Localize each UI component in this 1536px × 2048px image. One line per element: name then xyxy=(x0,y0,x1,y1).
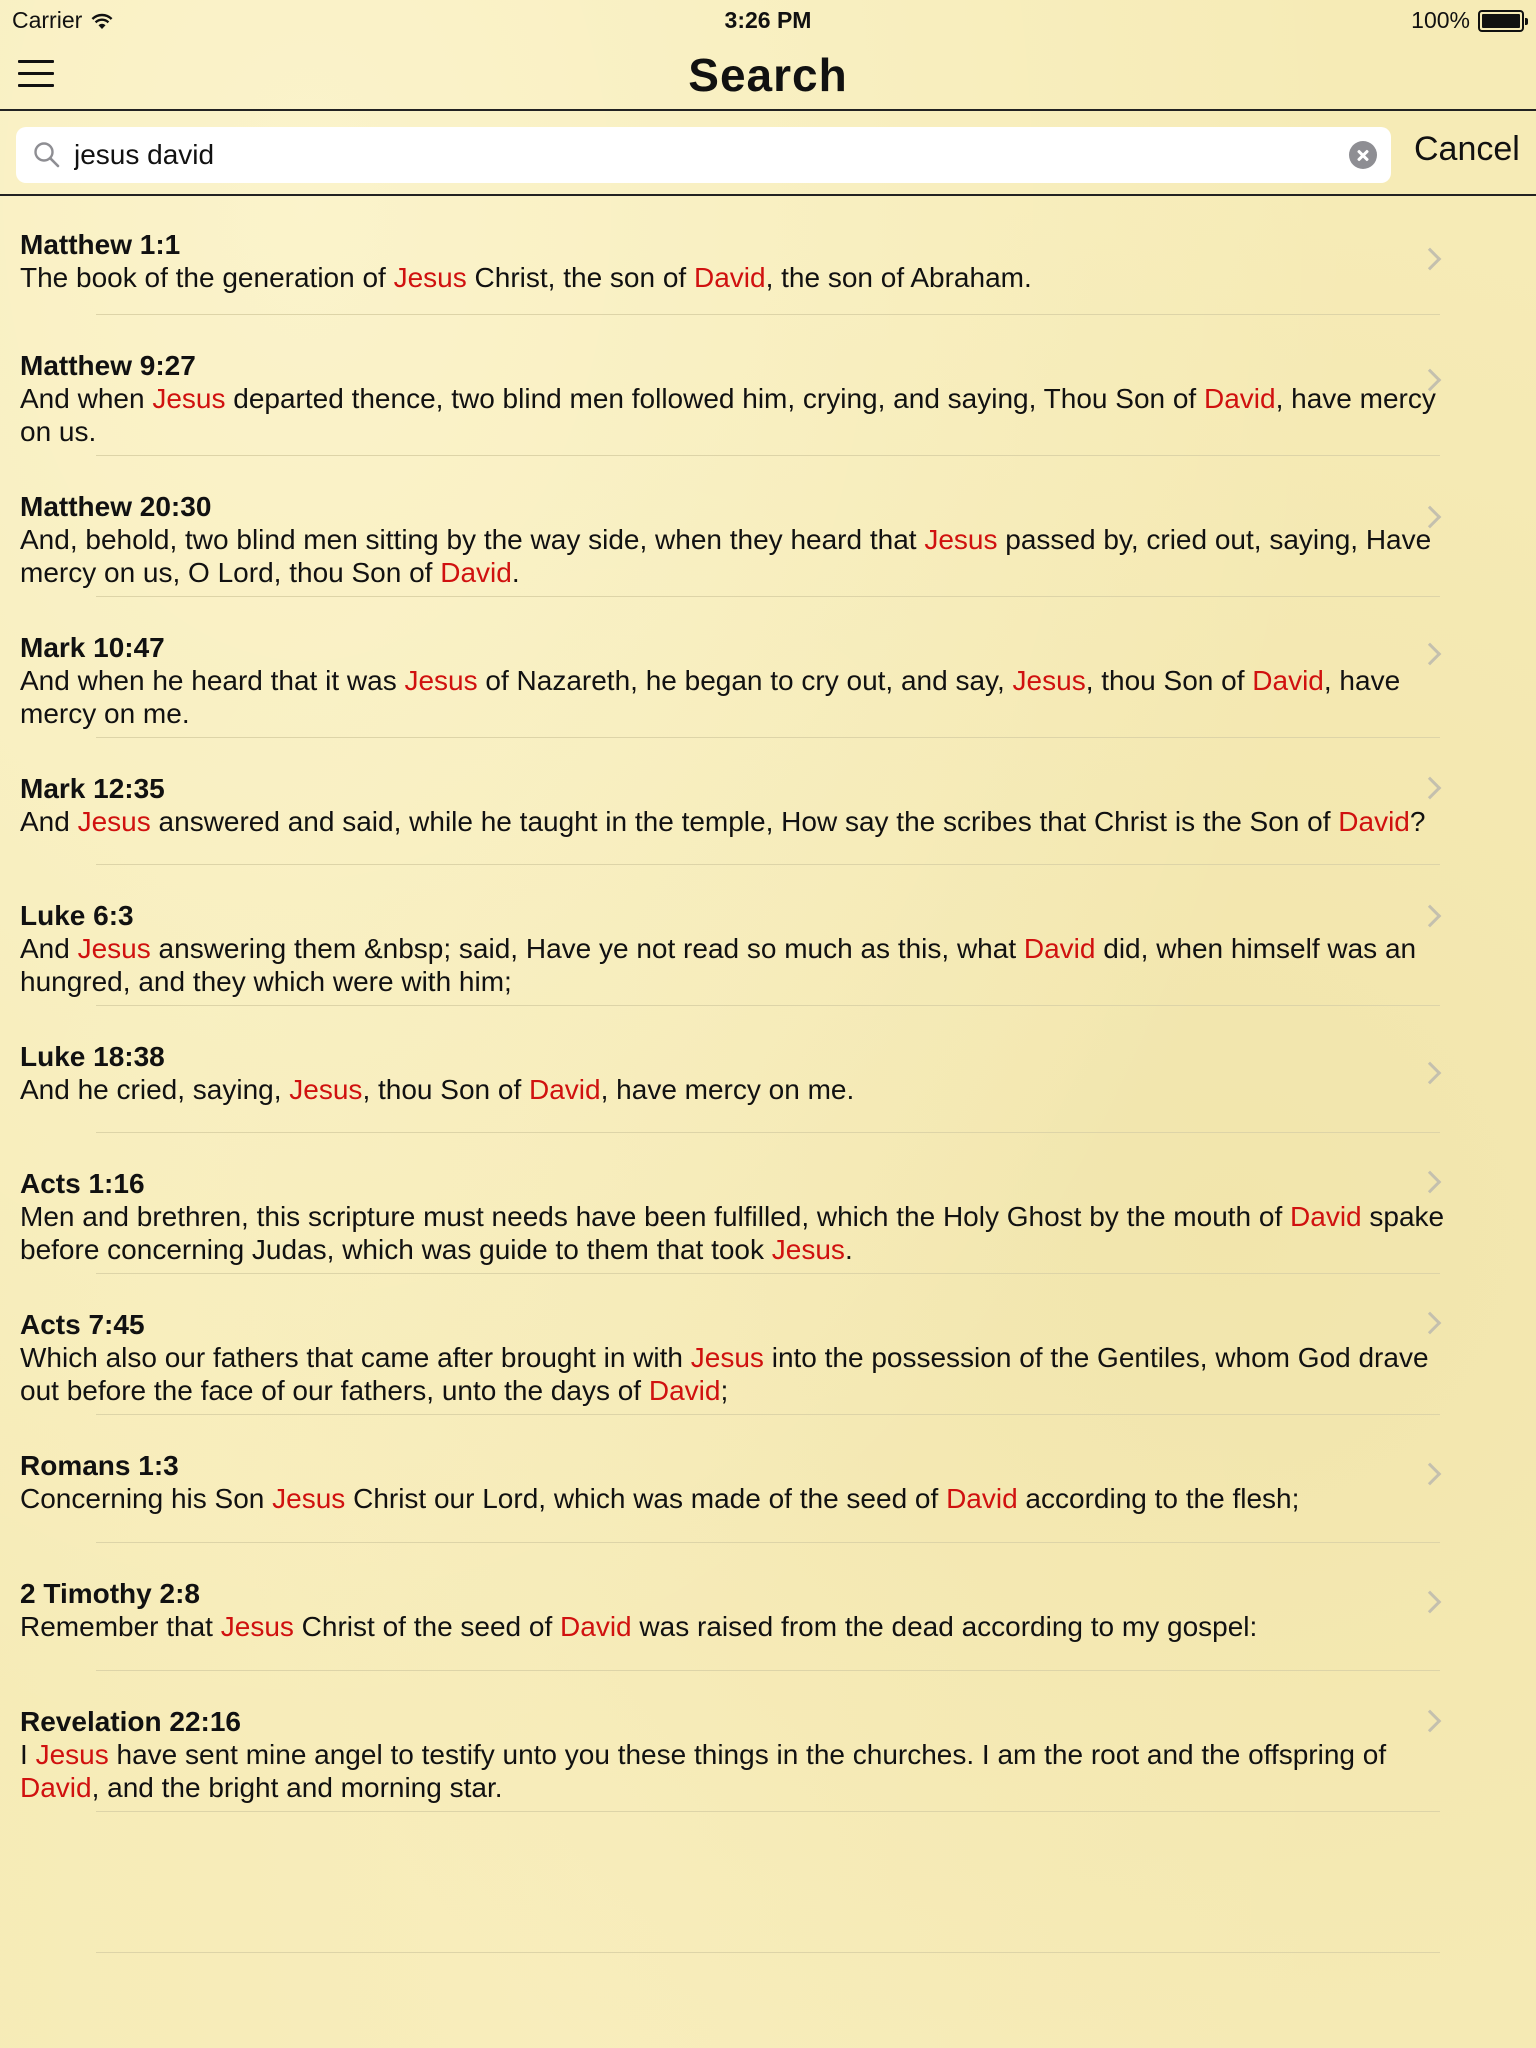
status-time: 3:26 PM xyxy=(724,7,812,33)
verse-fragment: And when xyxy=(20,383,153,414)
result-item[interactable] xyxy=(0,1671,1536,1812)
highlighted-term: Jesus xyxy=(924,524,998,555)
result-item[interactable] xyxy=(0,1415,1536,1543)
highlighted-term: Jesus xyxy=(77,933,151,964)
verse-reference: Luke 6:3 xyxy=(20,900,134,931)
verse-fragment: Men and brethren, this scripture must needs have been fulfilled, which the Holy Ghost by the mouth of xyxy=(20,1201,1291,1232)
highlighted-term: David xyxy=(1204,383,1276,414)
verse-fragment: passed by, cried out, saying, Have mercy on us, O Lord, thou Son of xyxy=(20,524,1432,588)
result-text xyxy=(0,315,1536,448)
verse-fragment: into the possession of the Gentiles, whom God drave out before the face of our fathers, unto the days of xyxy=(20,1342,1429,1406)
navigation-bar xyxy=(0,40,1536,111)
empty-row xyxy=(0,1812,1536,1953)
verse-fragment: ; xyxy=(720,1375,729,1406)
highlighted-term: Jesus xyxy=(771,1234,845,1265)
verse-fragment: And he cried, saying, xyxy=(20,1074,290,1105)
verse-fragment: , have mercy on me. xyxy=(20,665,1401,729)
verse-text xyxy=(20,1739,1386,1803)
result-text xyxy=(0,456,1536,589)
verse-fragment: Concerning his Son xyxy=(20,1483,273,1514)
verse-fragment: was raised from the dead according to my gospel: xyxy=(631,1611,1258,1642)
highlighted-term: Jesus xyxy=(35,1739,109,1770)
verse-fragment: answered and said, while he taught in the temple, How say the scribes that Christ is the Son of xyxy=(150,806,1339,837)
result-text xyxy=(0,597,1536,730)
result-text xyxy=(0,1415,1536,1515)
highlighted-term: Jesus xyxy=(393,262,467,293)
verse-text xyxy=(20,1342,1429,1406)
highlighted-term: Jesus xyxy=(1012,665,1086,696)
result-item[interactable] xyxy=(0,865,1536,1006)
verse-text xyxy=(20,665,1400,729)
result-text xyxy=(0,1671,1536,1804)
verse-reference: Matthew 9:27 xyxy=(20,350,196,381)
highlighted-term: David xyxy=(529,1074,601,1105)
search-input[interactable] xyxy=(74,127,1324,183)
verse-fragment: Christ of the seed of xyxy=(293,1611,561,1642)
result-text xyxy=(0,1543,1536,1643)
status-bar xyxy=(0,0,1536,40)
verse-reference: Matthew 20:30 xyxy=(20,491,212,522)
clear-search-icon[interactable] xyxy=(1349,141,1377,169)
verse-fragment: , the son of Abraham. xyxy=(765,262,1032,293)
result-item[interactable] xyxy=(0,1006,1536,1133)
verse-fragment: have sent mine angel to testify unto you these things in the churches. I am the root and the offspring of xyxy=(108,1739,1387,1770)
verse-fragment: according to the flesh; xyxy=(1017,1483,1300,1514)
verse-reference: Romans 1:3 xyxy=(20,1450,179,1481)
result-text xyxy=(0,865,1536,998)
verse-text xyxy=(20,262,1032,293)
highlighted-term: David xyxy=(1023,933,1096,964)
verse-fragment: Christ, the son of xyxy=(466,262,694,293)
verse-fragment: And xyxy=(20,806,78,837)
highlighted-term: Jesus xyxy=(220,1611,294,1642)
verse-reference: Matthew 1:1 xyxy=(20,229,181,260)
verse-fragment: . xyxy=(511,557,520,588)
verse-text xyxy=(20,1483,1299,1514)
battery-indicator xyxy=(1411,7,1524,34)
verse-fragment: Remember that xyxy=(20,1611,221,1642)
verse-fragment: I xyxy=(20,1739,36,1770)
result-text xyxy=(0,1274,1536,1407)
highlighted-term: Jesus xyxy=(289,1074,363,1105)
result-item[interactable] xyxy=(0,1274,1536,1415)
verse-fragment: answering them &nbsp; said, Have ye not read so much as this, what xyxy=(150,933,1024,964)
result-item[interactable] xyxy=(0,456,1536,597)
result-text xyxy=(0,738,1536,838)
verse-fragment: , have mercy on me. xyxy=(600,1074,855,1105)
verse-text xyxy=(20,1611,1257,1642)
verse-reference: Luke 18:38 xyxy=(20,1041,165,1072)
verse-fragment: , thou Son of xyxy=(1085,665,1253,696)
result-text xyxy=(0,1006,1536,1106)
result-text xyxy=(0,1133,1536,1266)
result-item[interactable] xyxy=(0,1133,1536,1274)
carrier-label: Carrier xyxy=(12,7,83,33)
verse-fragment: departed thence, two blind men followed him, crying, and saying, Thou Son of xyxy=(225,383,1204,414)
verse-reference: Revelation 22:16 xyxy=(20,1706,241,1737)
result-item[interactable] xyxy=(0,198,1536,315)
highlighted-term: David xyxy=(560,1611,632,1642)
search-results-list xyxy=(0,198,1536,1953)
verse-fragment: The book of the generation of xyxy=(20,262,394,293)
highlighted-term: Jesus xyxy=(690,1342,764,1373)
verse-reference: Acts 7:45 xyxy=(20,1309,145,1340)
highlighted-term: Jesus xyxy=(404,665,478,696)
highlighted-term: David xyxy=(20,1772,92,1803)
verse-fragment: Which also our fathers that came after brought in with xyxy=(20,1342,691,1373)
highlighted-term: David xyxy=(648,1375,721,1406)
highlighted-term: David xyxy=(440,557,512,588)
search-field-container[interactable] xyxy=(16,127,1391,183)
verse-text xyxy=(20,806,1425,837)
verse-text xyxy=(20,933,1416,997)
verse-fragment: , and the bright and morning star. xyxy=(91,1772,503,1803)
row-separator xyxy=(96,1952,1440,1953)
battery-icon xyxy=(1478,10,1524,32)
highlighted-term: Jesus xyxy=(152,383,226,414)
verse-fragment: And when he heard that it was xyxy=(20,665,405,696)
verse-fragment: of Nazareth, he began to cry out, and say, xyxy=(477,665,1013,696)
verse-fragment: , thou Son of xyxy=(362,1074,530,1105)
highlighted-term: David xyxy=(946,1483,1018,1514)
verse-fragment: And, behold, two blind men sitting by the way side, when they heard that xyxy=(20,524,925,555)
verse-fragment: did, when himself was an hungred, and they which were with him; xyxy=(20,933,1417,997)
search-bar xyxy=(0,112,1536,196)
verse-text xyxy=(20,1074,854,1105)
search-icon xyxy=(32,140,62,170)
highlighted-term: David xyxy=(693,262,766,293)
verse-text xyxy=(20,383,1436,447)
verse-reference: Mark 10:47 xyxy=(20,632,165,663)
verse-reference: Acts 1:16 xyxy=(20,1168,145,1199)
highlighted-term: Jesus xyxy=(272,1483,346,1514)
cancel-button[interactable]: Cancel xyxy=(1414,130,1520,168)
result-item[interactable] xyxy=(0,597,1536,738)
verse-text xyxy=(20,524,1431,588)
verse-fragment: . xyxy=(844,1234,853,1265)
highlighted-term: David xyxy=(1338,806,1410,837)
highlighted-term: Jesus xyxy=(77,806,151,837)
highlighted-term: David xyxy=(1252,665,1324,696)
verse-reference: 2 Timothy 2:8 xyxy=(20,1578,200,1609)
highlighted-term: David xyxy=(1290,1201,1362,1232)
battery-percent: 100% xyxy=(1411,7,1470,33)
verse-fragment: ? xyxy=(1409,806,1426,837)
verse-fragment: , have mercy on us. xyxy=(20,383,1436,447)
verse-text xyxy=(20,1201,1444,1265)
verse-fragment: And xyxy=(20,933,78,964)
result-item[interactable] xyxy=(0,315,1536,456)
verse-fragment: spake before concerning Judas, which was guide to them that took xyxy=(20,1201,1445,1265)
verse-reference: Mark 12:35 xyxy=(20,773,165,804)
page-title: Search xyxy=(688,49,848,101)
result-item[interactable] xyxy=(0,1543,1536,1671)
result-item[interactable] xyxy=(0,738,1536,865)
verse-fragment: Christ our Lord, which was made of the seed of xyxy=(345,1483,947,1514)
result-text xyxy=(0,198,1536,294)
